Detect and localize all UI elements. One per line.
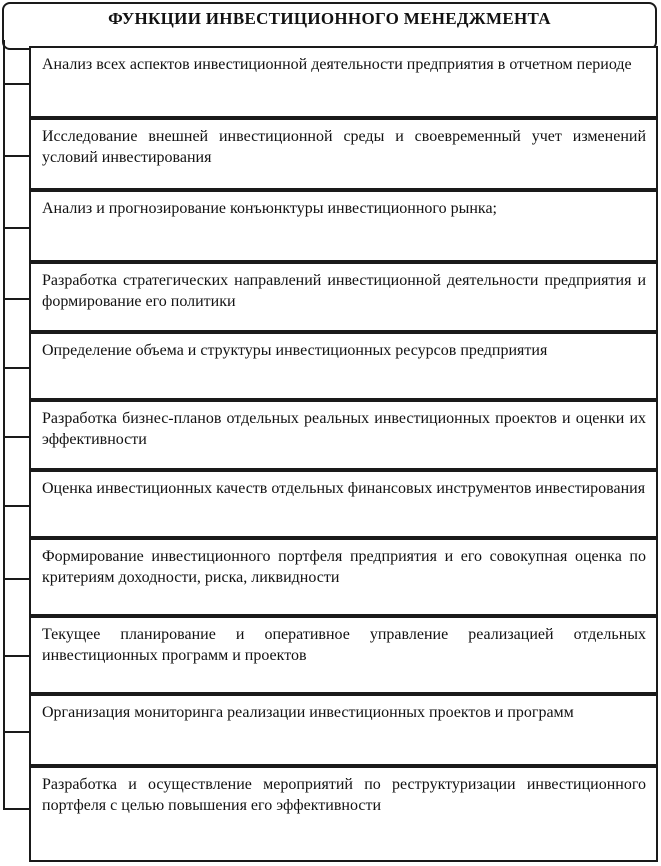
function-text: Организация мониторинга реализации инвестиционных проектов и программ xyxy=(42,704,574,721)
function-box xyxy=(29,766,658,862)
function-text: Определение объема и структуры инвестиционных ресурсов предприятия xyxy=(42,342,548,359)
title-box xyxy=(2,2,657,50)
function-box xyxy=(29,332,658,400)
connector-line xyxy=(3,83,30,85)
connector-line xyxy=(3,505,30,507)
function-box xyxy=(29,118,658,190)
connector-line xyxy=(3,298,30,300)
connector-line xyxy=(3,436,30,438)
function-text: Анализ и прогнозирование конъюнктуры инвестиционного рынка; xyxy=(42,200,497,217)
connector-line xyxy=(3,655,30,657)
function-text: Разработка бизнес-планов отдельных реальных инвестиционных проектов и оценки их эффективности xyxy=(42,410,646,448)
function-box xyxy=(29,262,658,332)
connector-line xyxy=(3,731,30,733)
function-box xyxy=(29,538,658,616)
function-text: Разработка стратегических направлений инвестиционной деятельности предприятия и формирование его политики xyxy=(42,272,646,310)
function-box xyxy=(29,46,658,118)
function-text: Разработка и осуществление мероприятий по реструктуризации инвестиционного портфеля с целью повышения его эффективности xyxy=(42,776,646,814)
function-text: Формирование инвестиционного портфеля предприятия и его совокупная оценка по критериям доходности, риска, ликвидности xyxy=(42,548,646,586)
connector-line xyxy=(3,227,30,229)
connector-line xyxy=(3,367,30,369)
function-text: Анализ всех аспектов инвестиционной деятельности предприятия в отчетном периоде xyxy=(42,56,632,73)
connector-line xyxy=(3,155,30,157)
function-box xyxy=(29,400,658,470)
diagram-title: ФУНКЦИИ ИНВЕСТИЦИОННОГО МЕНЕДЖМЕНТА xyxy=(108,9,551,28)
function-box xyxy=(29,190,658,262)
function-text: Оценка инвестиционных качеств отдельных финансовых инструментов инвестирования xyxy=(42,480,646,497)
function-box xyxy=(29,616,658,694)
function-box xyxy=(29,470,658,538)
connector-line xyxy=(3,578,30,580)
function-box xyxy=(29,694,658,766)
function-text: Текущее планирование и оперативное управление реализацией отдельных инвестиционных программ и проектов xyxy=(42,626,646,664)
connector-line xyxy=(3,808,30,810)
function-text: Исследование внешней инвестиционной среды и своевременный учет изменений условий инвестирования xyxy=(42,128,646,166)
